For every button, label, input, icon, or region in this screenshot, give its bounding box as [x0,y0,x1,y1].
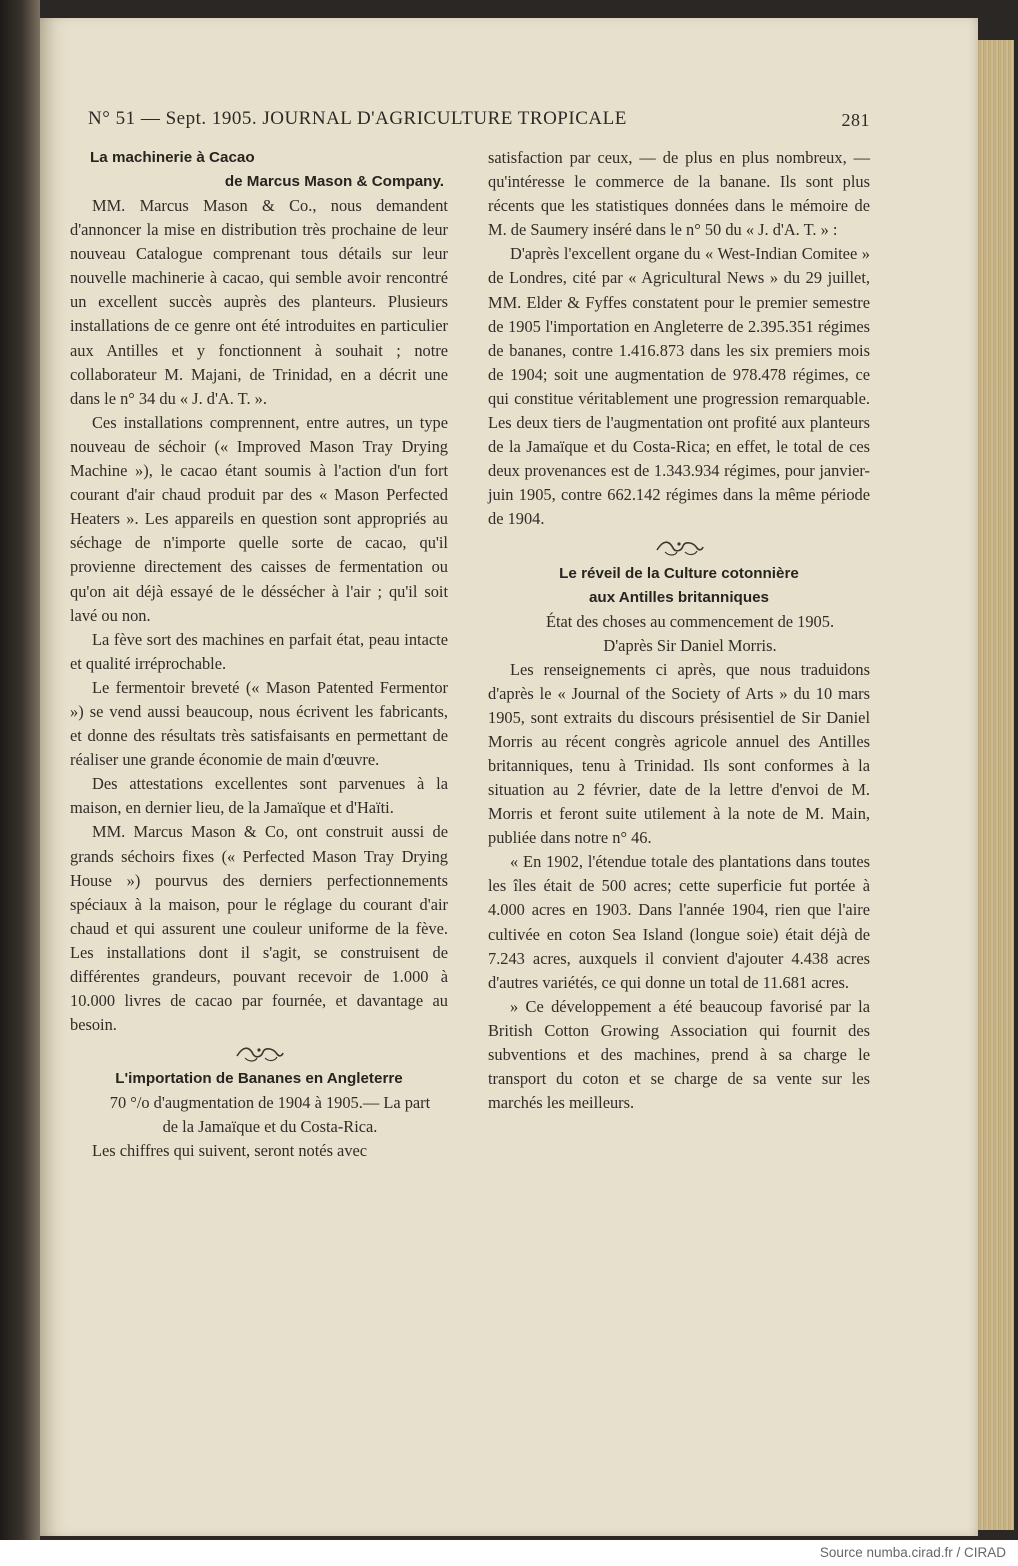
paragraph: « En 1902, l'étendue totale des plantations dans toutes les îles était de 500 acres; cette superficie fut portée à 4.000 acres en 1903. Dans l'année 1904, rien que l'aire cultivée en coton Sea Island (longue soie) était déjà de 7.243 acres, auxquels il convient d'ajouter 4.438 acres d'autres variétés, ce qui donne un total de 11.681 acres. [488,852,870,992]
paragraph: Les chiffres qui suivent, seront notés avec [92,1141,368,1161]
paragraph: MM. Marcus Mason & Co, ont construit aussi de grands séchoirs fixes (« Perfected Mason Tray Drying House ») pourvus des derniers perfectionnements spéciaux à la maison, pour le réglage du courant d'air chaud et qui assurent une couleur uniforme de la fève. Les installations dont il s'agit, se construisent de différentes grandeurs, pouvant recevoir de 1.000 à 10.000 livres de cacao par fournée, et davantage au besoin. [70,822,448,1035]
book-binding-edge [0,0,40,1540]
running-header [88,108,870,132]
left-column [70,146,448,1163]
article-subtitle: État des choses au commencement de 1905. [545,611,835,631]
paragraph-continued: satisfaction par ceux, — de plus en plus nombreux, — qu'intéresse le commerce de la banane. Ils sont plus récents que les statistiques données dans le mémoire de M. de Saumery inséré dans le n° 50 du « J. d'A. T. » : [488,148,870,240]
article-subtitle: de la Jamaïque et du Costa-Rica. [162,1117,378,1137]
article-title-bananas: L'importation de Bananes en Angleterre [115,1070,403,1088]
source-credit: Source numba.cirad.fr / CIRAD [819,1545,1006,1560]
paragraph: Des attestations excellentes sont parvenues à la maison, en dernier lieu, de la Jamaïque et d'Haïti. [70,774,448,818]
paragraph: Le fermentoir breveté (« Mason Patented Fermentor ») se vend aussi beaucoup, nous écrivent les fabricants, et donne des résultats très satisfaisants en permettant de réaliser une grande économie de main d'œuvre. [70,677,448,770]
paragraph: » Ce développement a été beaucoup favorisé par la British Cotton Growing Association qui fournit des subventions et des machines, prend à sa charge le transport du coton et se charge de sa vente sur les marchés les meilleurs. [488,996,870,1113]
right-column [488,146,870,1115]
article-title-cacao-line1: La machinerie à Cacao [90,149,255,166]
article-subtitle: D'après Sir Daniel Morris. [603,635,777,655]
paragraph: D'après l'excellent organe du « West-Indian Comitee » de Londres, cité par « Agricultural News » du 29 juillet, MM. Elder & Fyffes constatent pour le premier semestre de 1905 l'importation en Angleterre de 2.395.351 régimes de bananes, contre 1.416.873 dans les six premiers mois de 1904; soit une augmentation de 978.478 régimes, ce qui constitue véritablement une progression remarquable. Les deux tiers de l'augmentation ont profité aux planteurs de la Jamaïque et du Costa-Rica; en effet, le total de ces deux provenances est de 1.343.934 régimes, pour janvier-juin 1905, contre 662.142 régimes dans la même période de 1904. [488,244,870,529]
fleuron-ornament [488,532,870,562]
article-subtitle: 70 °/o d'augmentation de 1904 à 1905.— La part [109,1093,431,1113]
page-stack-edge [974,40,1014,1530]
paragraph: MM. Marcus Mason & Co., nous demandent d'annoncer la mise en distribution très prochaine de leur nouveau Catalogue comprenant tous détails sur leur nouvelle machinerie à cacao, qui semble avoir rencontré un excellent succès auprès des planteurs. Plusieurs installations de ce genre ont été introduites en particulier aux Antilles et y fonctionnent à souhait ; notre collaborateur M. Majani, de Trinidad, en a décrit une dans le n° 34 du « J. d'A. T. ». [70,196,448,408]
article-title-cotton-line2: aux Antilles britanniques [588,588,770,606]
article-title-cotton-line1: Le réveil de la Culture cotonnière [559,564,799,582]
fleuron-ornament [70,1037,448,1067]
page-number: 281 [841,110,870,130]
paragraph: Les renseignements ci après, que nous traduidons d'après le « Journal of the Society of Arts » du 10 mars 1905, sont extraits du discours présisentiel de Sir Daniel Morris au récent congrès agricole annuel des Antilles britanniques, tenu à Trinidad. Ils sont conformes à la situation au 2 février, date de la lettre d'envoi de M. Morris et feront suite utilement à la note de M. Main, publiée dans notre n° 46. [488,659,870,848]
paragraph: Ces installations comprennent, entre autres, un type nouveau de séchoir (« Improved Mason Tray Drying Machine »), le cacao étant soumis à l'action d'un fort courant d'air chaud produit par des « Mason Perfected Heaters ». Les appareils en question sont appropriés au séchage de n'importe quelle sorte de cacao, qu'il provienne directement des caisses de fermentation ou qu'on ait déjà essayé de le déssécher à l'air ; qu'il soit lavé ou non. [70,412,448,625]
paragraph: La fève sort des machines en parfait état, peau intacte et qualité irréprochable. [70,629,448,673]
article-title-cacao-line2: de Marcus Mason & Company. [224,173,444,190]
header-title: N° 51 — Sept. 1905. JOURNAL D'AGRICULTURE TROPICALE [88,108,627,129]
